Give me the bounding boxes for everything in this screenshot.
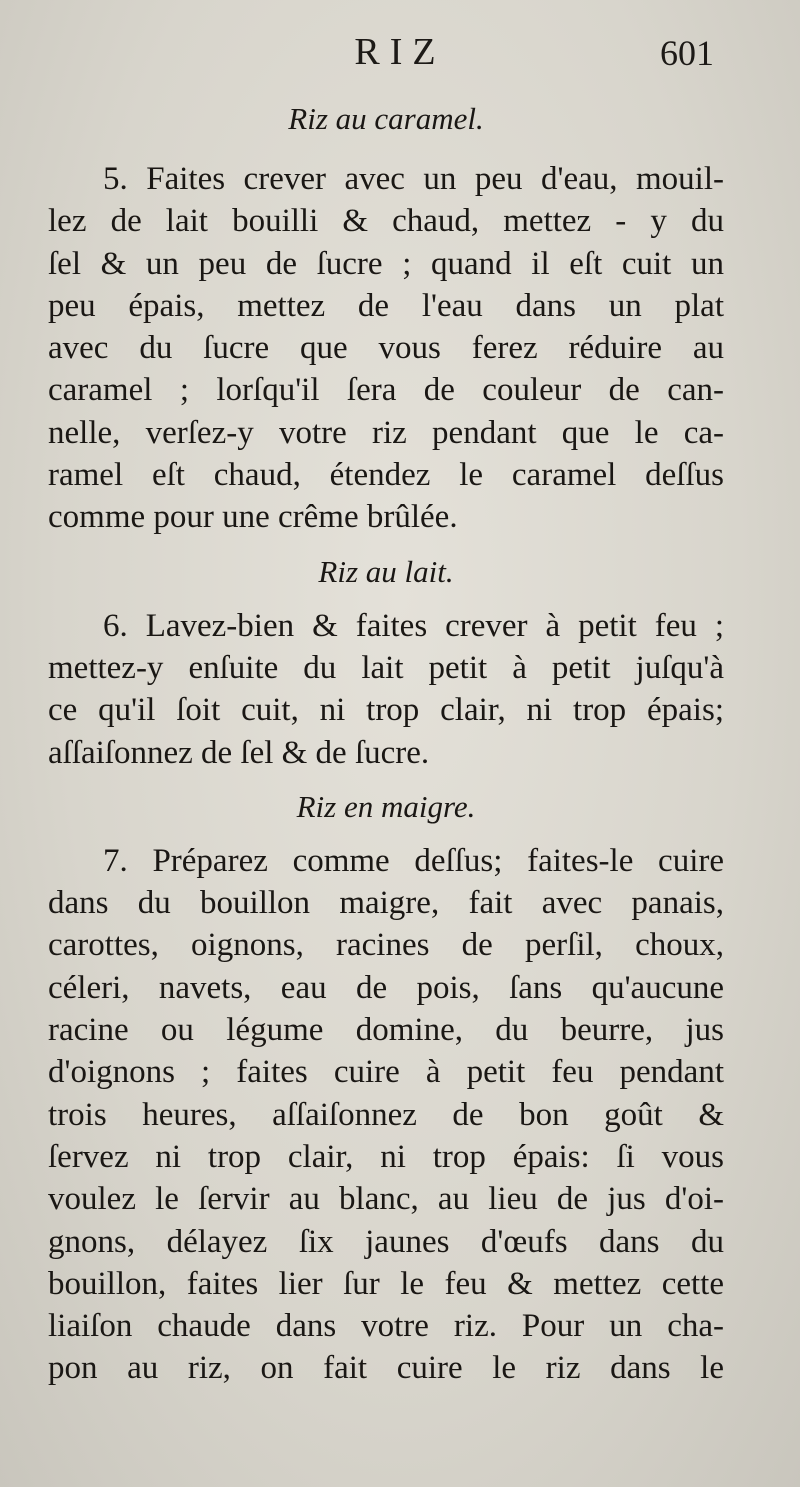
page-text (48, 98, 724, 1390)
text-line: ſervez ni trop clair, ni trop épais: ſi vous (48, 1138, 724, 1175)
text-line: ramel eſt chaud, étendez le caramel deſſus (48, 457, 724, 494)
text-line: carottes, oignons, racines de perſil, choux, (48, 927, 724, 964)
recipe-paragraph-7 (48, 840, 724, 1390)
text-line: aſſaiſonnez de ſel & de ſucre. (48, 734, 430, 771)
text-line: mettez-y enſuite du lait petit à petit juſqu'à (48, 649, 724, 686)
recipe-paragraph-6 (48, 605, 724, 774)
running-head: RIZ (354, 31, 446, 73)
text-line: voulez le ſervir au blanc, au lieu de jus d'oi- (48, 1181, 724, 1218)
page-number: 601 (660, 33, 714, 73)
text-line: racine ou légume domine, du beurre, jus (48, 1012, 724, 1049)
section-title-riz-au-caramel: Riz au caramel. (288, 101, 484, 136)
page-header (0, 30, 800, 80)
text-line: trois heures, aſſaiſonnez de bon goût & (48, 1096, 724, 1133)
text-line: gnons, délayez ſix jaunes d'œufs dans du (48, 1223, 724, 1260)
text-line: 5. Faites crever avec un peu d'eau, mouil- (103, 161, 724, 197)
recipe-paragraph-5 (48, 158, 724, 539)
text-line: ſel & un peu de ſucre ; quand il eſt cuit un (48, 245, 724, 282)
text-line: céleri, navets, eau de pois, ſans qu'aucune (48, 969, 724, 1006)
section-title-riz-au-lait: Riz au lait. (318, 553, 454, 589)
text-line: peu épais, mettez de l'eau dans un plat (48, 287, 724, 324)
text-line: dans du bouillon maigre, fait avec panais, (48, 885, 724, 922)
text-line: d'oignons ; faites cuire à petit feu pendant (48, 1054, 724, 1091)
text-line: comme pour une crême brûlée. (48, 499, 458, 536)
text-line: nelle, verſez-y votre riz pendant que le ca- (48, 414, 724, 451)
text-line: caramel ; lorſqu'il ſera de couleur de can- (48, 372, 724, 409)
section-title-riz-en-maigre: Riz en maigre. (296, 788, 476, 824)
text-line: 6. Lavez-bien & faites crever à petit feu ; (103, 607, 724, 644)
text-line: liaiſon chaude dans votre riz. Pour un cha- (48, 1308, 724, 1345)
text-line: ce qu'il ſoit cuit, ni trop clair, ni trop épais; (48, 692, 724, 729)
text-line: avec du ſucre que vous ferez réduire au (48, 330, 724, 367)
text-line: 7. Préparez comme deſſus; faites-le cuire (103, 842, 724, 879)
text-line: lez de lait bouilli & chaud, mettez - y du (48, 203, 724, 240)
text-line: bouillon, faites lier ſur le feu & mettez cette (48, 1265, 724, 1302)
text-line: pon au riz, on fait cuire le riz dans le (48, 1350, 724, 1387)
